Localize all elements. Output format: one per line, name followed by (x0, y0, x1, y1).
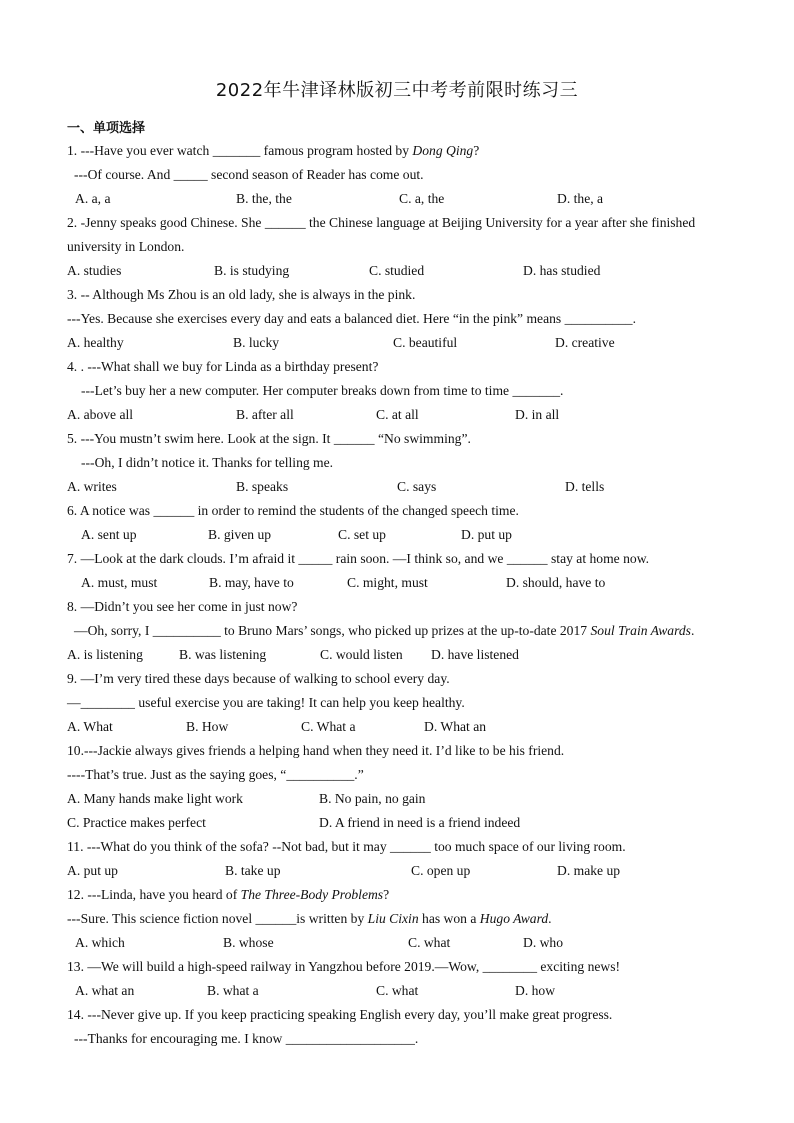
question-9-line-1: 9. —I’m very tired these days because of walking to school every day. (67, 671, 450, 686)
question-7-option-a: A. must, must (81, 575, 158, 590)
question-11-option-d: D. make up (557, 863, 621, 878)
question-10-option-a: A. Many hands make light work (67, 791, 243, 806)
question-8-option-d: D. have listened (431, 647, 519, 662)
question-12-line-2: ---Sure. This science fiction novel ______is written by Liu Cixin has won a Hugo Award. (67, 911, 552, 926)
question-2-option-d: D. has studied (523, 263, 601, 278)
question-8-line-2: —Oh, sorry, I __________ to Bruno Mars’ songs, who picked up prizes at the up-to-date 2017 Soul Train Awards. (74, 623, 695, 638)
question-12-option-d: D. who (523, 935, 564, 950)
question-11-line-1: 11. ---What do you think of the sofa? --Not bad, but it may ______ too much space of our living room. (67, 839, 626, 854)
question-3-option-c: C. beautiful (393, 335, 458, 350)
question-4-line-2: ---Let’s buy her a new computer. Her computer breaks down from time to time _______. (81, 383, 564, 398)
question-8-line-1: 8. —Didn’t you see her come in just now? (67, 599, 298, 614)
question-6-option-a: A. sent up (81, 527, 137, 542)
question-3-line-1: 3. -- Although Ms Zhou is an old lady, she is always in the pink. (67, 287, 416, 302)
question-11-option-a: A. put up (67, 863, 118, 878)
question-7-option-b: B. may, have to (209, 575, 294, 590)
question-4-option-d: D. in all (515, 407, 560, 422)
question-9-option-c: C. What a (301, 719, 356, 734)
question-1-option-d: D. the, a (557, 191, 604, 206)
question-6-line-1: 6. A notice was ______ in order to remind the students of the changed speech time. (67, 503, 519, 518)
question-10-line-1: 10.---Jackie always gives friends a helping hand when they need it. I’d like to be his friend. (67, 743, 565, 758)
question-8-option-a: A. is listening (67, 647, 143, 662)
question-10-option-c: C. Practice makes perfect (67, 815, 206, 830)
question-4-option-a: A. above all (67, 407, 134, 422)
question-9-line-2: —________ useful exercise you are taking! It can help you keep healthy. (67, 695, 465, 710)
question-12-option-b: B. whose (223, 935, 274, 950)
question-13-option-b: B. what a (207, 983, 259, 998)
question-5-option-d: D. tells (565, 479, 605, 494)
question-2-line-2: university in London. (67, 239, 185, 254)
question-7-option-c: C. might, must (347, 575, 428, 590)
question-13-option-c: C. what (376, 983, 419, 998)
question-10-option-b: B. No pain, no gain (319, 791, 426, 806)
question-1-option-a: A. a, a (75, 191, 111, 206)
question-14-line-2: ---Thanks for encouraging me. I know ___________________. (74, 1031, 419, 1046)
question-12-option-c: C. what (408, 935, 451, 950)
question-2-option-c: C. studied (369, 263, 425, 278)
question-2-option-a: A. studies (67, 263, 122, 278)
question-8-option-b: B. was listening (179, 647, 267, 662)
question-13-line-1: 13. —We will build a high-speed railway in Yangzhou before 2019.—Wow, ________ exciting news! (67, 959, 621, 974)
question-5-line-2: ---Oh, I didn’t notice it. Thanks for telling me. (81, 455, 334, 470)
question-13-option-d: D. how (515, 983, 556, 998)
question-5-option-c: C. says (397, 479, 437, 494)
question-3-option-a: A. healthy (67, 335, 124, 350)
question-2-line-1: 2. -Jenny speaks good Chinese. She ______ the Chinese language at Beijing University for a year after she finished (67, 215, 696, 230)
question-11-option-c: C. open up (411, 863, 471, 878)
question-14-line-1: 14. ---Never give up. If you keep practicing speaking English every day, you’ll make great progress. (67, 1007, 613, 1022)
question-4-option-c: C. at all (376, 407, 419, 422)
question-9-option-a: A. What (67, 719, 113, 734)
question-3-option-d: D. creative (555, 335, 615, 350)
question-12-line-1: 12. ---Linda, have you heard of The Three-Body Problems? (67, 887, 390, 902)
question-3-line-2: ---Yes. Because she exercises every day and eats a balanced diet. Here “in the pink” means __________. (67, 311, 636, 326)
question-1-option-c: C. a, the (399, 191, 445, 206)
question-10-line-2: ----That’s true. Just as the saying goes, “__________.” (67, 767, 364, 782)
question-1-line-2: ---Of course. And _____ second season of Reader has come out. (74, 167, 424, 182)
question-9-option-b: B. How (186, 719, 229, 734)
question-13-option-a: A. what an (75, 983, 135, 998)
question-3-option-b: B. lucky (233, 335, 280, 350)
page-title: 2022年牛津译林版初三中考考前限时练习三 (215, 80, 579, 101)
question-1-option-b: B. the, the (236, 191, 292, 206)
question-5-option-b: B. speaks (236, 479, 289, 494)
question-6-option-d: D. put up (461, 527, 512, 542)
question-6-option-c: C. set up (338, 527, 386, 542)
question-5-line-1: 5. ---You mustn’t swim here. Look at the sign. It ______ “No swimming”. (67, 431, 471, 446)
question-7-line-1: 7. —Look at the dark clouds. I’m afraid it _____ rain soon. —I think so, and we ______ stay at home now. (67, 551, 650, 566)
question-2-option-b: B. is studying (214, 263, 290, 278)
question-4-line-1: 4. . ---What shall we buy for Linda as a birthday present? (67, 359, 379, 374)
question-6-option-b: B. given up (208, 527, 272, 542)
question-4-option-b: B. after all (236, 407, 294, 422)
question-9-option-d: D. What an (424, 719, 487, 734)
question-12-option-a: A. which (75, 935, 125, 950)
question-8-option-c: C. would listen (320, 647, 403, 662)
question-1-line-1: 1. ---Have you ever watch _______ famous program hosted by Dong Qing? (67, 143, 480, 158)
section-heading: 一、单项选择 (67, 121, 146, 136)
question-5-option-a: A. writes (67, 479, 117, 494)
question-11-option-b: B. take up (225, 863, 281, 878)
question-10-option-d: D. A friend in need is a friend indeed (319, 815, 521, 830)
question-7-option-d: D. should, have to (506, 575, 606, 590)
